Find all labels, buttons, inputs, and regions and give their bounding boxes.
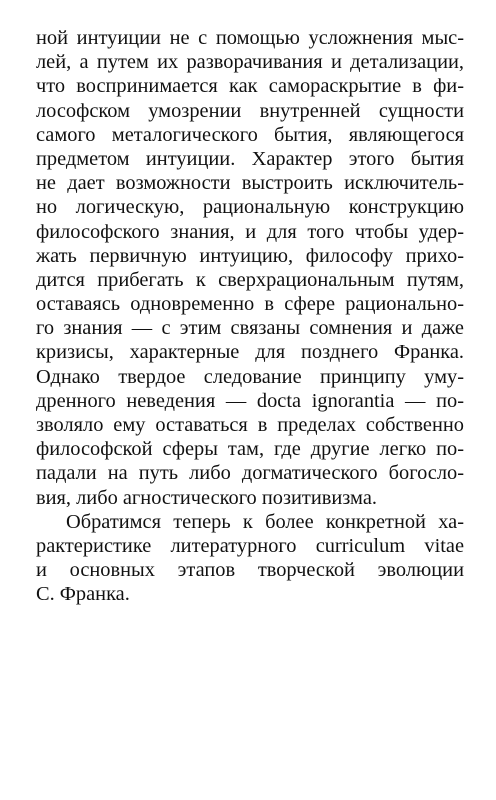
text-line: лей, а путем их разворачивания и детализации, (36, 51, 464, 74)
text-line: рактеристике литературного curriculum vitae (36, 534, 464, 557)
text-line: предметом интуиции. Характер этого бытия (36, 147, 464, 170)
text-line: и основных этапов творческой эволюции (36, 559, 464, 582)
text-line: философской сферы там, где другие легко по- (36, 438, 464, 461)
text-line: но логическую, рациональную конструкцию (36, 196, 464, 219)
text-line: философского знания, и для того чтобы удер- (36, 220, 464, 243)
text-line: ной интуиции не с помощью усложнения мыс- (36, 27, 464, 49)
text-line: жать первичную интуицию, философу прихо- (36, 244, 464, 267)
text-line: Однако твердое следование принципу уму- (36, 365, 464, 388)
text-line: Обратимся теперь к более конкретной ха- (66, 510, 464, 533)
text-line: С. Франка. (36, 583, 130, 606)
text-line: дренного неведения — docta ignorantia — по- (36, 389, 464, 412)
text-line: самого металогического бытия, являющегося (36, 123, 464, 146)
text-line: падали на путь либо догматического богосло- (36, 462, 464, 485)
paragraph-1 (36, 26, 464, 510)
text-line: кризисы, характерные для позднего Франка. (36, 341, 464, 364)
text-line: оставаясь одновременно в сфере рационально- (36, 293, 464, 316)
text-line: лософском умозрении внутренней сущности (36, 99, 464, 122)
text-line: дится прибегать к сверхрациональным путям, (36, 268, 464, 291)
text-line: что воспринимается как самораскрытие в фи- (36, 75, 464, 98)
paragraph-2 (36, 510, 464, 607)
text-line: зволяло ему оставаться в пределах собственно (36, 414, 464, 436)
page-text (36, 26, 464, 607)
text-line: вия, либо агностического позитивизма. (36, 486, 377, 509)
text-line: го знания — с этим связаны сомнения и даже (36, 317, 464, 340)
text-line: не дает возможности выстроить исключитель- (36, 172, 464, 195)
